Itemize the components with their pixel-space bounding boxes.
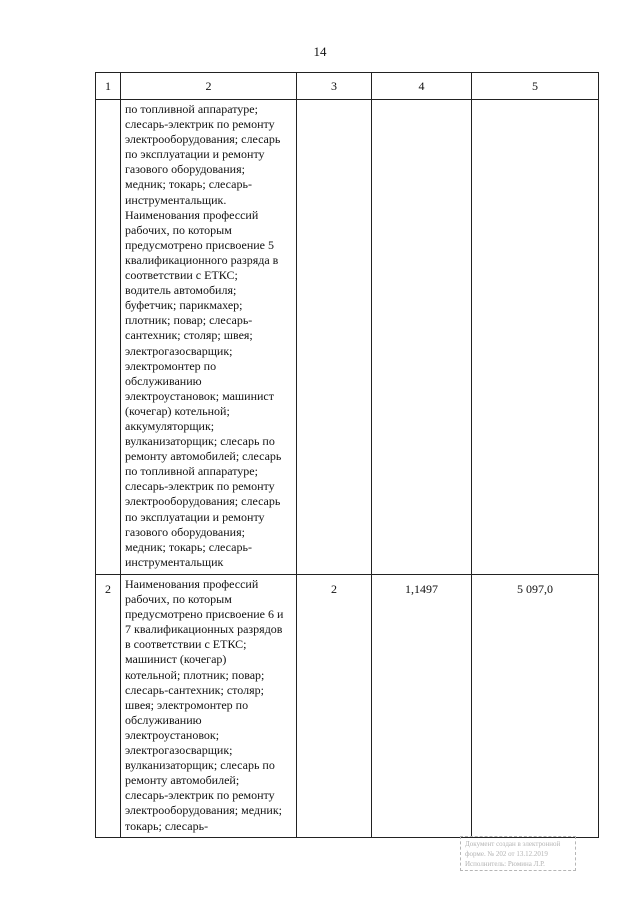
table-row-2 (96, 575, 599, 838)
row-cont-col-1 (96, 100, 121, 575)
text-line: предусмотрено присвоение 6 и (125, 607, 284, 622)
row-2-number: 2 (96, 575, 121, 838)
row-2-col-2 (121, 575, 297, 838)
text-line: ремонту автомобилей; (125, 773, 240, 788)
text-line: инструментальщик. (125, 192, 227, 207)
header-col-2: 2 (121, 73, 297, 100)
text-line: по эксплуатации и ремонту (125, 147, 265, 162)
text-line: слесарь-электрик по ремонту (125, 479, 275, 494)
text-line: по топливной аппаратуре; (125, 464, 258, 479)
text-line: электрооборудования; слесарь (125, 494, 281, 509)
text-line: газового оборудования; (125, 162, 245, 177)
text-line: слесарь-сантехник; столяр; (125, 682, 264, 697)
text-line: электромонтер по (125, 358, 217, 373)
text-line: обслуживанию (125, 373, 202, 388)
text-line: электрооборудования; слесарь (125, 132, 281, 147)
text-line: предусмотрено присвоение 5 (125, 237, 274, 252)
row-cont-col-4 (372, 100, 472, 575)
header-col-3: 3 (297, 73, 372, 100)
row-cont-col-5 (472, 100, 599, 575)
row-2-qualification-level: 2 (297, 575, 372, 838)
text-line: вулканизаторщик; слесарь по (125, 434, 275, 449)
text-line: по топливной аппаратуре; (125, 102, 258, 116)
text-line: 7 квалификационных разрядов (125, 622, 283, 637)
text-line: котельной; плотник; повар; (125, 667, 265, 682)
text-line: медник; токарь; слесарь- (125, 539, 252, 554)
text-line: квалификационного разряда в (125, 252, 279, 267)
text-line: сантехник; столяр; швея; (125, 328, 253, 343)
row-cont-col-3 (297, 100, 372, 575)
text-line: рабочих, по которым (125, 222, 232, 237)
text-line: водитель автомобиля; (125, 283, 237, 298)
profession-list-text (121, 100, 296, 573)
text-line: машинист (кочегар) (125, 652, 227, 667)
profession-list-text (121, 575, 296, 837)
text-line: Наименования профессий (125, 207, 259, 222)
wage-table (95, 72, 599, 838)
row-2-coefficient: 1,1497 (372, 575, 472, 838)
text-line: инструментальщик (125, 554, 224, 569)
row-2-salary: 5 097,0 (472, 575, 599, 838)
row-cont-col-2 (121, 100, 297, 575)
header-col-4: 4 (372, 73, 472, 100)
stamp-line: форме. № 202 от 13.12.2019 (465, 850, 548, 858)
stamp-line: Документ создан в электронной (465, 840, 561, 848)
text-line: рабочих, по которым (125, 592, 232, 607)
text-line: Наименования профессий (125, 577, 259, 591)
text-line: плотник; повар; слесарь- (125, 313, 253, 328)
text-line: буфетчик; парикмахер; (125, 298, 243, 313)
text-line: электрогазосварщик; (125, 343, 233, 358)
text-line: электрооборудования; медник; (125, 803, 283, 818)
table-header-row (96, 73, 599, 100)
text-line: электроустановок; машинист (125, 388, 274, 403)
text-line: в соответствии с ЕТКС; (125, 637, 247, 652)
text-line: медник; токарь; слесарь- (125, 177, 252, 192)
text-line: (кочегар) котельной; (125, 403, 230, 418)
document-stamp (460, 836, 576, 871)
text-line: слесарь-электрик по ремонту (125, 788, 275, 803)
header-col-5: 5 (472, 73, 599, 100)
text-line: газового оборудования; (125, 524, 245, 539)
page-number: 14 (313, 44, 327, 59)
text-line: аккумуляторщик; (125, 418, 215, 433)
table-row-continuation (96, 100, 599, 575)
text-line: электрогазосварщик; (125, 743, 233, 758)
text-line: электроустановок; (125, 727, 220, 742)
text-line: токарь; слесарь- (125, 818, 209, 833)
text-line: по эксплуатации и ремонту (125, 509, 265, 524)
text-line: ремонту автомобилей; слесарь (125, 449, 282, 464)
text-line: вулканизаторщик; слесарь по (125, 758, 275, 773)
stamp-line: Исполнитель: Рюмина Л.Р. (465, 860, 545, 868)
text-line: слесарь-электрик по ремонту (125, 117, 275, 132)
text-line: швея; электромонтер по (125, 697, 249, 712)
header-col-1: 1 (96, 73, 121, 100)
text-line: соответствии с ЕТКС; (125, 268, 238, 283)
text-line: обслуживанию (125, 712, 202, 727)
